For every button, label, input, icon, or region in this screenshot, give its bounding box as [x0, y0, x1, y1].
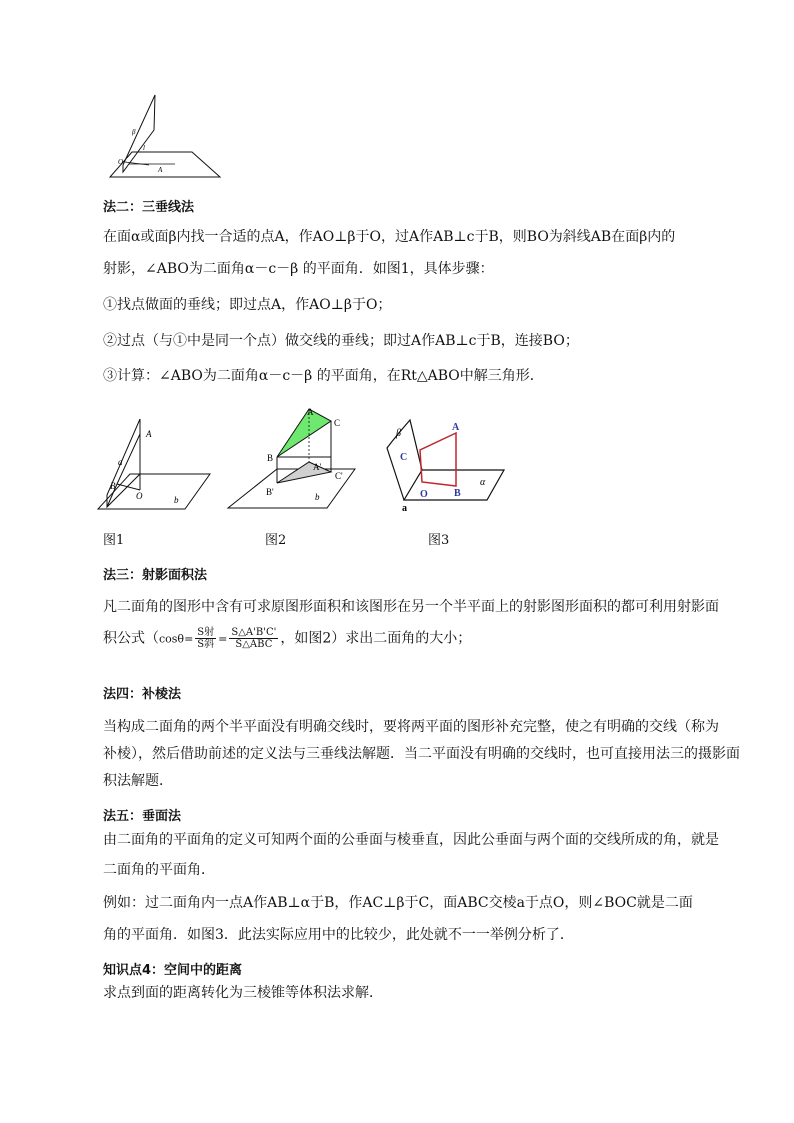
point4-text: 求点到面的距离转化为三棱锥等体积法求解．	[103, 985, 383, 1001]
fig2-label-B: B	[267, 453, 274, 463]
fraction-1-denominator: S斜	[197, 639, 215, 650]
method5-example-line2: 角的平面角．如图3．此法实际应用中的比较少，此处就不一一举例分析了．	[103, 927, 574, 943]
method5-example-line1: 例如：过二面角内一点A作AB⊥α于B，作AC⊥β于C，面ABC交棱a于点O，则∠BOC就是二面	[103, 895, 693, 911]
fig1-label-b: b	[174, 495, 179, 505]
figure-2	[225, 405, 360, 513]
method4-heading: 法四：补棱法	[103, 687, 182, 702]
fig2-label-C1: C'	[335, 471, 343, 481]
method3-text-line2-end: ，如图2）求出二面角的大小；	[280, 630, 472, 647]
fig1-label-A: A	[146, 429, 152, 439]
fig3-label-alpha: α	[480, 477, 486, 488]
method4-text-line3: 积法解题．	[103, 773, 173, 789]
fig3-label-beta: β	[396, 428, 401, 439]
dihedral-figure-top	[105, 92, 225, 184]
fig3-label-C: C	[400, 452, 408, 463]
method3-formula-line	[103, 627, 471, 650]
fig0-label-a: A	[158, 166, 163, 174]
fig3-label-A: A	[452, 422, 460, 433]
figure-2-caption: 图2	[265, 533, 287, 548]
fraction-2-denominator: S△ABC	[235, 639, 273, 650]
method3-text-line1: 凡二面角的图形中含有可求原图形面积和该图形在另一个半平面上的射影图形面积的都可利用射影面	[103, 599, 719, 615]
fig1-label-B: B	[110, 481, 116, 491]
fig3-label-B: B	[454, 488, 461, 499]
fig2-label-b: b	[315, 492, 320, 502]
method2-text-line1: 在面α或面β内找一合适的点A，作AO⊥β于O，过A作AB⊥c于B，则BO为斜线AB在面β内的	[103, 229, 676, 245]
point4-heading: 知识点4：空间中的距离	[103, 963, 243, 978]
fig0-label-l: l	[143, 144, 145, 152]
fig2-label-B1: B'	[266, 487, 274, 497]
fig3-label-O: O	[420, 489, 428, 500]
method2-step3: ③计算：∠ABO为二面角α－c－β 的平面角，在Rt△ABO中解三角形．	[103, 368, 544, 384]
method5-text-line2: 二面角的平面角．	[103, 862, 215, 878]
fig2-label-C: C	[334, 418, 341, 428]
equals-sign-1: =	[184, 632, 194, 646]
method3-text-line2-start: 积公式（	[103, 630, 159, 647]
figure-1	[95, 412, 220, 512]
fig1-label-a: a	[118, 457, 123, 467]
fig2-label-A1: A'	[313, 462, 322, 472]
method2-step2: ②过点（与①中是同一个点）做交线的垂线；即过A作AB⊥c于B，连接BO；	[103, 333, 579, 349]
figure-3	[382, 408, 507, 516]
method5-text-line1: 由二面角的平面角的定义可知两个面的公垂面与棱垂直，因此公垂面与两个面的交线所成的角，就是	[103, 832, 719, 848]
fraction-1-numerator: S射	[197, 627, 215, 638]
fig0-label-b: β	[132, 128, 136, 136]
method4-text-line2: 补棱），然后借助前述的定义法与三垂线法解题．当二平面没有明确的交线时，也可直接用法三的摄影面	[103, 746, 740, 762]
fig0-label-o: O	[118, 158, 124, 166]
method5-heading: 法五：垂面法	[103, 809, 182, 824]
fraction-2-numerator: S△A'B'C'	[231, 627, 277, 638]
method2-step1: ①找点做面的垂线；即过点A，作AO⊥β于O；	[103, 297, 392, 313]
cos-theta: cosθ	[159, 632, 185, 646]
fraction-projection-area	[195, 627, 216, 650]
figure-3-caption: 图3	[428, 533, 450, 548]
method2-text-line2: 射影，∠ABO为二面角α－c－β 的平面角．如图1，具体步骤：	[103, 261, 494, 277]
fig2-label-A: A	[307, 407, 314, 417]
equals-sign-2: =	[218, 632, 228, 646]
figure-1-caption: 图1	[103, 533, 125, 548]
fraction-triangle-area	[229, 627, 278, 650]
fig1-label-O: O	[136, 491, 143, 501]
fig3-label-a: a	[402, 503, 407, 514]
method4-text-line1: 当构成二面角的两个半平面没有明确交线时，要将两平面的图形补充完整，使之有明确的交线（称为	[103, 719, 719, 735]
method3-heading: 法三：射影面积法	[103, 568, 208, 583]
method2-heading: 法二：三垂线法	[103, 200, 195, 215]
